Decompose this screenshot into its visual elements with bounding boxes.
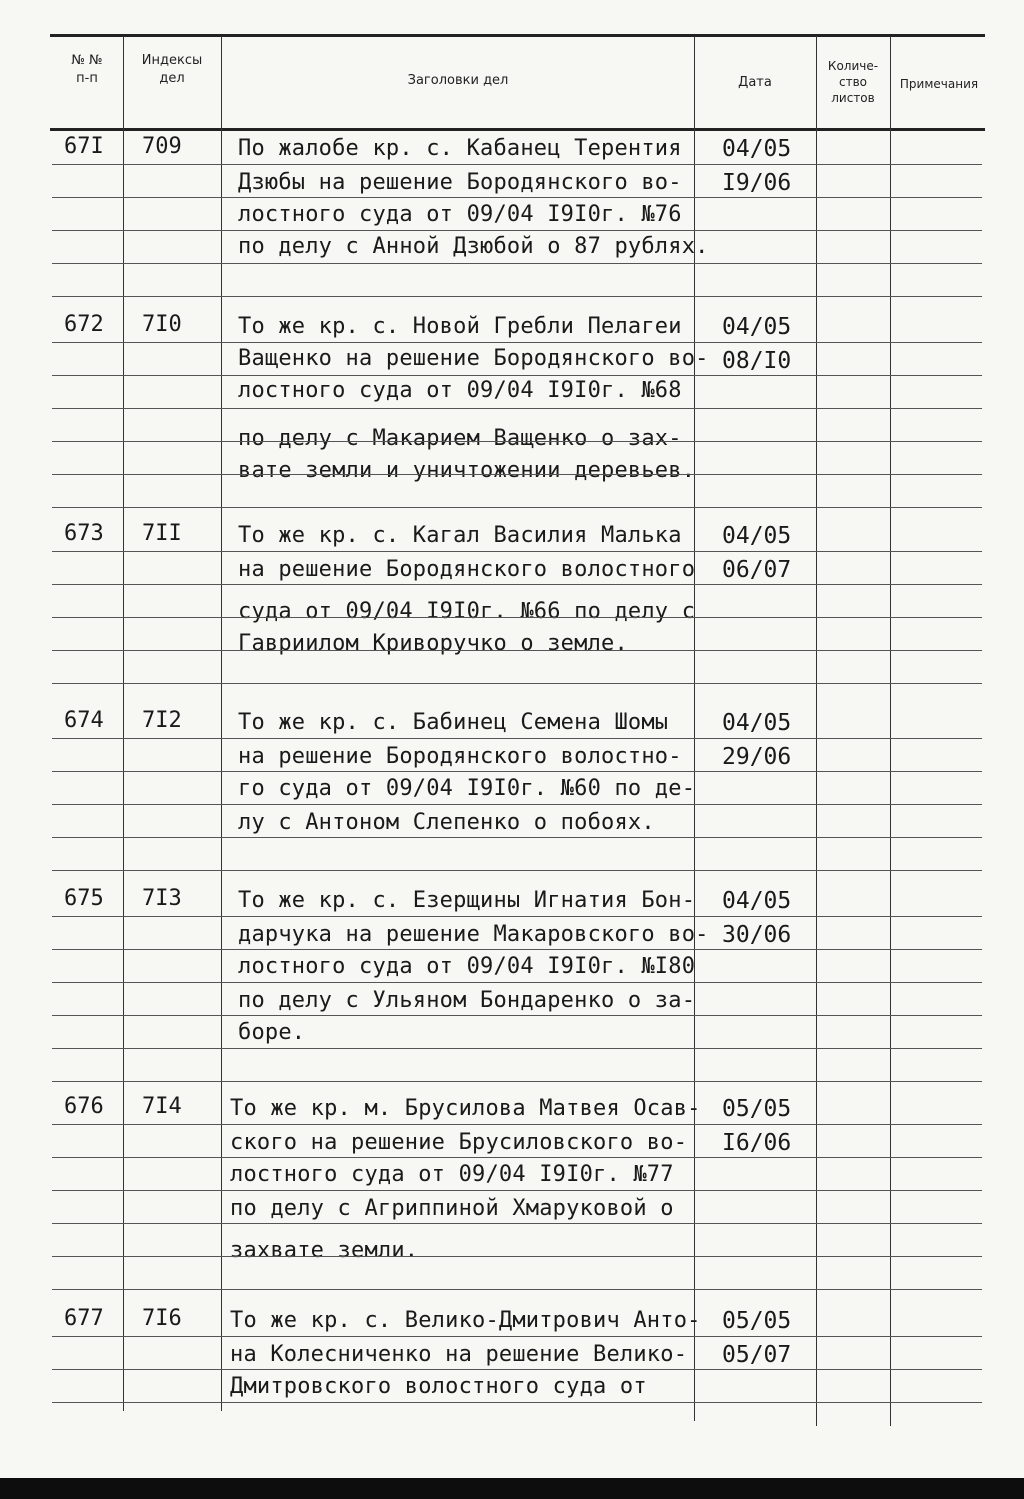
entry-date: 04/05 — [722, 136, 792, 162]
entry-index: 7I2 — [142, 708, 182, 733]
entry-title-line: на Колесниченко на решение Велико- — [230, 1342, 688, 1367]
entry-index: 709 — [142, 134, 182, 159]
header-notes: Примечания — [899, 77, 979, 91]
ruled-line — [52, 1402, 982, 1403]
ruled-line — [52, 738, 982, 739]
entry-index: 7I3 — [142, 886, 182, 911]
entry-date: 05/05 — [722, 1308, 792, 1334]
entry-title-line: То же кр. м. Брусилова Матвея Осав- — [230, 1096, 701, 1121]
ruled-line — [52, 1081, 982, 1082]
ruled-line — [52, 197, 982, 198]
ruled-line — [52, 1369, 982, 1370]
header-date: Дата — [738, 75, 772, 90]
ruled-line — [52, 342, 982, 343]
entry-date: I6/06 — [722, 1130, 792, 1156]
entry-title-line: по делу с Ульяном Бондаренко о за- — [238, 988, 696, 1013]
entry-title-line: на решение Бородянского волостно- — [238, 744, 682, 769]
entry-date: 06/07 — [722, 557, 792, 583]
entry-title-line: по делу с Агриппиной Хмаруковой о — [230, 1196, 674, 1221]
column-divider — [221, 36, 222, 1411]
entry-title-line: Дзюбы на решение Бородянского во- — [238, 170, 682, 195]
entry-title-line: на решение Бородянского волостного — [238, 557, 696, 582]
entry-date: 05/05 — [722, 1096, 792, 1122]
ruled-line — [52, 474, 982, 475]
header-sheets-text: Количе- ство листов — [827, 59, 879, 106]
entry-title-line: по делу с Макарием Ващенко о зах- — [238, 426, 682, 451]
entry-date: 04/05 — [722, 523, 792, 549]
entry-title-line: ского на решение Брусиловского во- — [230, 1130, 688, 1155]
entry-title-line: суда от 09/04 I9I0г. №66 по делу с — [238, 599, 696, 624]
header-num-text: № № п-п — [71, 53, 103, 86]
ruled-line — [52, 263, 982, 264]
entry-date: 29/06 — [722, 744, 792, 770]
entry-index: 7I6 — [142, 1306, 182, 1331]
column-divider — [816, 36, 817, 1426]
ruled-line — [52, 982, 982, 983]
ruled-line — [52, 296, 982, 297]
entry-title-line: То же кр. с. Езерщины Игнатия Бон- — [238, 888, 696, 913]
entry-date: 30/06 — [722, 922, 792, 948]
entry-title-line: Ващенко на решение Бородянского во- — [238, 346, 709, 371]
entry-title-line: лостного суда от 09/04 I9I0г. №68 — [238, 378, 682, 403]
entry-title-line: по делу с Анной Дзюбой о 87 рублях. — [238, 234, 709, 259]
ruled-line — [52, 916, 982, 917]
entry-date: I9/06 — [722, 170, 792, 196]
entry-title-line: дарчука на решение Макаровского во- — [238, 922, 709, 947]
ruled-line — [52, 1157, 982, 1158]
entry-number: 676 — [64, 1094, 104, 1119]
header-sheets — [817, 58, 889, 107]
ruled-line — [52, 507, 982, 508]
entry-title-line: лостного суда от 09/04 I9I0г. №77 — [230, 1162, 674, 1187]
ruled-line — [52, 837, 982, 838]
table-top-border — [50, 34, 985, 37]
entry-number: 67I — [64, 134, 104, 159]
entry-title-line: Гавриилом Криворучко о земле. — [238, 631, 628, 656]
header-num — [52, 52, 122, 87]
ruled-line — [52, 804, 982, 805]
entry-title-line: лостного суда от 09/04 I9I0г. №76 — [238, 202, 682, 227]
ruled-line — [52, 1223, 982, 1224]
entry-date: 05/07 — [722, 1342, 792, 1368]
entry-number: 673 — [64, 521, 104, 546]
header-index — [124, 52, 220, 87]
ruled-line — [52, 408, 982, 409]
ruled-line — [52, 164, 982, 165]
ruled-line — [52, 1190, 982, 1191]
entry-number: 675 — [64, 886, 104, 911]
column-divider — [123, 36, 124, 1411]
entry-title-line: По жалобе кр. с. Кабанец Терентия — [238, 136, 682, 161]
ruled-line — [52, 617, 982, 618]
entry-index: 7II — [142, 521, 182, 546]
entry-date: 08/I0 — [722, 348, 792, 374]
ruled-line — [52, 1015, 982, 1016]
entry-date: 04/05 — [722, 710, 792, 736]
header-bottom-border — [50, 128, 985, 131]
ruled-line — [52, 683, 982, 684]
entry-title-line: захвате земли. — [230, 1238, 419, 1263]
entry-title-line: го суда от 09/04 I9I0г. №60 по де- — [238, 776, 696, 801]
entry-index: 7I4 — [142, 1094, 182, 1119]
ruled-line — [52, 441, 982, 442]
column-divider — [890, 36, 891, 1426]
ruled-line — [52, 584, 982, 585]
ruled-line — [52, 771, 982, 772]
ruled-line — [52, 230, 982, 231]
header-title: Заголовки дел — [407, 73, 509, 88]
entry-index: 7I0 — [142, 312, 182, 337]
ruled-line — [52, 1048, 982, 1049]
ruled-line — [52, 1256, 982, 1257]
entry-number: 674 — [64, 708, 104, 733]
entry-title-line: То же кр. с. Велико-Дмитрович Анто- — [230, 1308, 701, 1333]
entry-title-line: То же кр. с. Бабинец Семена Шомы — [238, 710, 669, 735]
entry-title-line: лу с Антоном Слепенко о побоях. — [238, 810, 655, 835]
ruled-line — [52, 650, 982, 651]
ruled-line — [52, 1124, 982, 1125]
entry-title-line: лостного суда от 09/04 I9I0г. №I80 — [238, 954, 696, 979]
entry-title-line: Дмитровского волостного суда от — [230, 1374, 647, 1399]
header-index-text: Индексы дел — [141, 53, 203, 86]
ruled-line — [52, 870, 982, 871]
ruled-line — [52, 551, 982, 552]
entry-title-line: вате земли и уничтожении деревьев. — [238, 458, 696, 483]
ruled-line — [52, 375, 982, 376]
entry-title-line: То же кр. с. Новой Гребли Пелагеи — [238, 314, 682, 339]
ruled-line — [52, 949, 982, 950]
entry-date: 04/05 — [722, 314, 792, 340]
scan-edge-shadow — [0, 1478, 1024, 1499]
entry-number: 672 — [64, 312, 104, 337]
entry-title-line: То же кр. с. Кагал Василия Малька — [238, 523, 682, 548]
entry-date: 04/05 — [722, 888, 792, 914]
entry-number: 677 — [64, 1306, 104, 1331]
entry-title-line: боре. — [238, 1020, 306, 1045]
ruled-line — [52, 1336, 982, 1337]
ruled-line — [52, 1289, 982, 1290]
